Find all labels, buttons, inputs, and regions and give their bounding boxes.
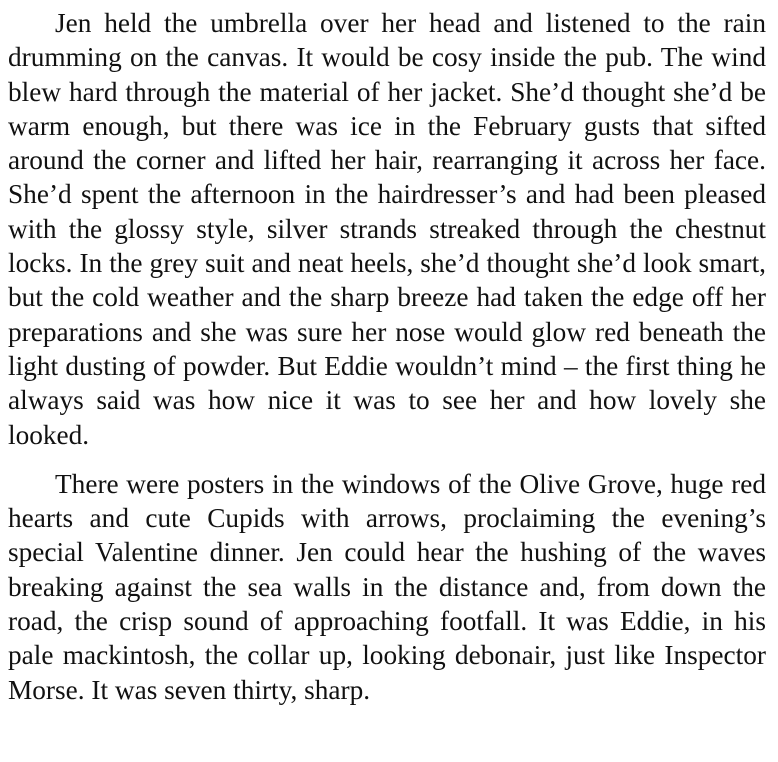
paragraph-1: Jen held the umbrella over her head and listened to the rain drumming on the canvas. It would be cosy inside the pub. The wind blew hard through the material of her jacket. She’d thought she’d be warm enough, but there was ice in the February gusts that sifted around the corner and lifted her hair, rearranging it across her face. She’d spent the afternoon in the hairdresser’s and had been pleased with the glossy style, silver strands streaked through the chestnut locks. In the grey suit and neat heels, she’d thought she’d look smart, but the cold weather and the sharp breeze had taken the edge off her preparations and she was sure her nose would glow red beneath the light dusting of powder. But Eddie wouldn’t mind – the first thing he always said was how nice it was to see her and how lovely she looked. (8, 8, 766, 450)
paragraph-2: There were posters in the windows of the Olive Grove, huge red hearts and cute Cupids with arrows, proclaiming the evening’s special Valentine dinner. Jen could hear the hushing of the waves breaking against the sea walls in the distance and, from down the road, the crisp sound of approaching footfall. It was Eddie, in his pale mackintosh, the collar up, looking debonair, just like Inspector Morse. It was seven thirty, sharp. (8, 468, 766, 705)
document-page (8, 6, 766, 707)
